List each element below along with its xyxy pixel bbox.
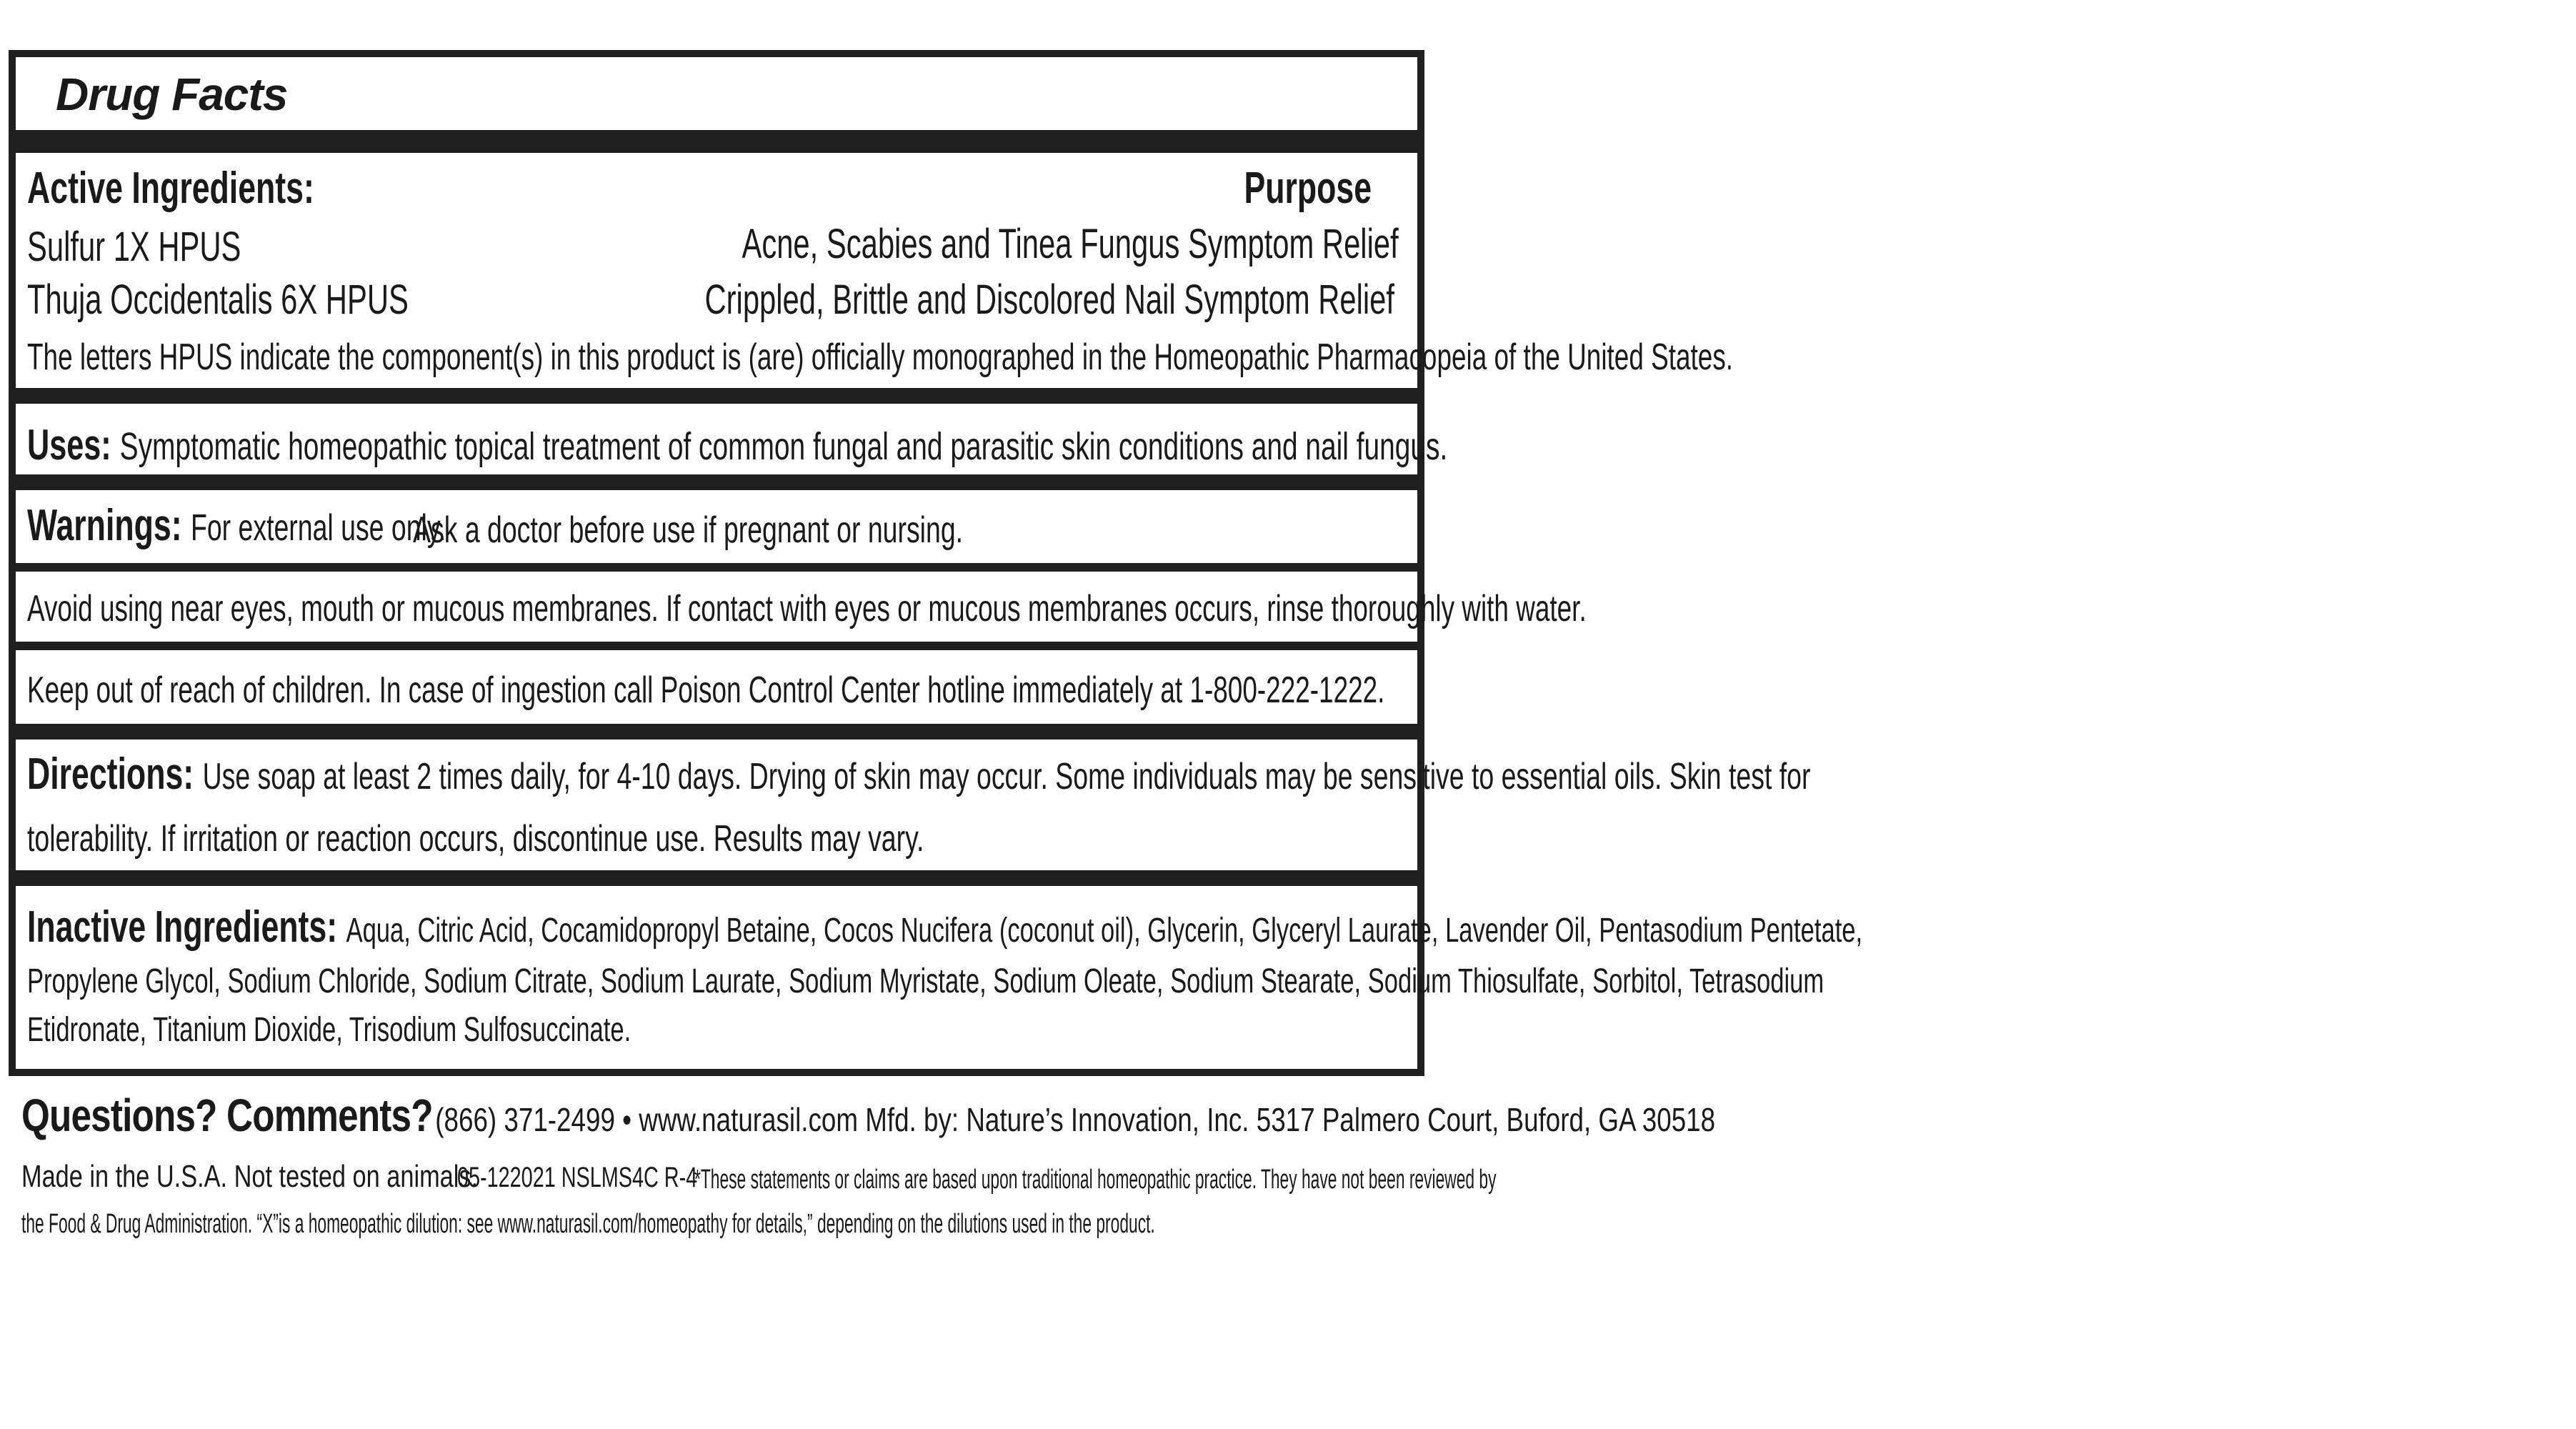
section-divider [14,130,1420,153]
ingredient-sulfur: Sulfur 1X HPUS [27,224,241,270]
directions-line-2: tolerability. If irritation or reaction occurs, discontinue use. Results may vary. [27,818,924,860]
section-divider [14,474,1420,490]
drug-facts-title: Drug Facts [56,69,288,120]
section-divider [14,563,1420,572]
section-divider [14,388,1420,404]
questions-heading: Questions? Comments? [21,1090,433,1141]
contact-info: (866) 371-2499 • www.naturasil.com Mfd. by: Nature’s Innovation, Inc. 5317 Palmero Court, Buford, GA 30518 [435,1101,1716,1138]
directions-heading: Directions: [27,750,194,799]
disclaimer-line-2: the Food & Drug Administration. “X”is a homeopathic dilution: see www.naturasil.com/homeopathy for details,” depending on the dilutions used in the product. [21,1209,1155,1239]
made-in-usa: Made in the U.S.A. Not tested on animals. [21,1159,479,1194]
inactive-line-1: Aqua, Citric Acid, Cocamidopropyl Betaine, Cocos Nucifera (coconut oil), Glycerin, Glyceryl Laurate, Lavender Oil, Pentasodium Pentetate, [346,912,1863,950]
product-code: 05-122021 NSLMS4C R-4 [457,1162,698,1193]
purpose-heading: Purpose [1244,164,1372,213]
inactive-line-3: Etidronate, Titanium Dioxide, Trisodium Sulfosuccinate. [27,1011,631,1049]
inactive-heading: Inactive Ingredients: [27,902,338,952]
ingredient-thuja: Thuja Occidentalis 6X HPUS [27,277,409,323]
section-divider [14,724,1420,740]
disclaimer-line-1: *These statements or claims are based upon traditional homeopathic practice. They have not been reviewed by [694,1165,1497,1195]
warnings-pregnant: Ask a doctor before use if pregnant or nursing. [413,509,964,551]
uses-text: Symptomatic homeopathic topical treatment of common fungal and parasitic skin conditions and nail fungus. [119,425,1448,468]
active-ingredients-heading: Active Ingredients: [27,164,314,213]
eyes-warning: Avoid using near eyes, mouth or mucous membranes. If contact with eyes or mucous membranes occurs, rinse thoroughly with water. [27,588,1587,629]
children-warning: Keep out of reach of children. In case of ingestion call Poison Control Center hotline immediately at 1-800-222-1222. [27,669,1385,711]
section-divider [14,642,1420,650]
uses-heading: Uses: [27,421,111,469]
purpose-sulfur: Acne, Scabies and Tinea Fungus Symptom Relief [742,221,1399,267]
directions-line-1: Use soap at least 2 times daily, for 4-10 days. Drying of skin may occur. Some individuals may be sensitive to essential oils. Skin test for [202,756,1811,797]
warnings-external: For external use only. [190,507,446,549]
warnings-heading: Warnings: [27,501,182,550]
section-divider [14,870,1420,886]
uses-section [27,420,2000,469]
purpose-thuja: Crippled, Brittle and Discolored Nail Symptom Relief [704,277,1394,323]
inactive-line-2: Propylene Glycol, Sodium Chloride, Sodium Citrate, Sodium Laurate, Sodium Myristate, Sodium Oleate, Sodium Stearate, Sodium Thiosulfate, Sorbitol, Tetrasodium [27,962,1824,1000]
hpus-note: The letters HPUS indicate the component(s) in this product is (are) officially monographed in the Homeopathic Pharmacopeia of the United States. [27,337,1734,378]
